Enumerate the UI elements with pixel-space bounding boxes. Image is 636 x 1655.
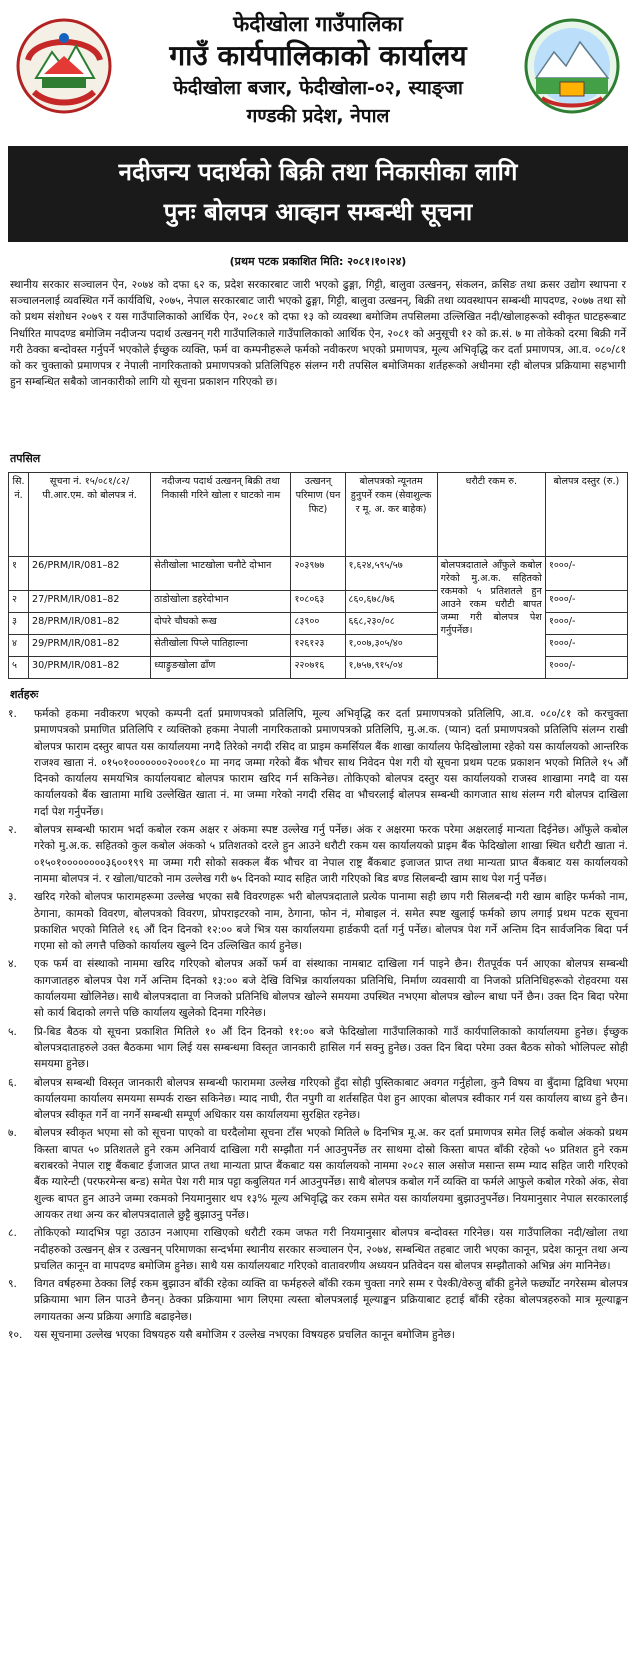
cell-min-amount: १,७५७,९१५/०४ (345, 657, 437, 679)
term-item (8, 1024, 628, 1073)
cell-fee: १०००/- (545, 657, 627, 679)
term-number: ८. (8, 1227, 17, 1240)
term-number: ५. (8, 1025, 17, 1038)
cell-sn: ४ (9, 635, 29, 657)
notice-title-line1: नदीजन्य पदार्थको बिक्री तथा निकासीका लागि (118, 158, 518, 186)
term-text: खरिद गरेको बोलपत्र फारामहरूमा उल्लेख भएका सबै विवरणहरू भरी बोलपत्रदाताले प्रत्येक पानामा सही छाप गरी सिलबन्दी गरी खाम बाहिर फर्मको नाम, ठेगाना, कामको विवरण, बोलपत्रको विवरण, प्रोपराइटरको नाम, ठेगाना, फोन नं, मोबाइल नं. समेत स्पष्ट खुलाई फर्मको छाप लगाई प्रथम पटक सूचना प्रकाशित भएको मितिले १६ औं दिन दिनको १२:०० बजे भित्र यस कार्यालयमा हार्डकपी दर्ता गर्नु पर्नेछ। बोलपत्र पेश गर्ने अन्तिम दिन सार्वजनिक बिदा पर्न गएमा सो को लगत्तै पछिको कार्यालय खुल्ने दिन उल्लिखित कार्य हुनेछ। (34, 891, 628, 953)
term-text: तोकिएको म्यादभित्र पट्टा उठाउन नआएमा राखिएको धरौटी रकम जफत गरी नियमानुसार बोलपत्र बन्दोवस्त गरिनेछ। यस गाउँपालिका नदी/खोला तथा नदीहरुको उत्खनन् क्षेत्र र उत्खनन् परिमाणका सन्दर्भमा स्थानीय सरकार सञ्चालन ऐन, २०७४, सम्बन्धित तहबाट जारी भएका कानून, प्रदेश कानून तथा अन्य प्रचलित कानून वा मापदण्ड बमोजिम हुनेछ। साथै यस कार्यालयबाट गरिएको वातावरणीय अध्ययन प्रतिवेदन यस बोलपत्र सम्झौताको अभिन्न अंग मानिनेछ। (34, 1227, 628, 1272)
cell-min-amount: १,६२४,५९५/५७ (345, 557, 437, 591)
cell-sn: ५ (9, 657, 29, 679)
province-country: गण्डकी प्रदेश, नेपाल (246, 105, 390, 127)
term-item (8, 706, 628, 820)
cell-quantity: १२६१२३ (291, 635, 345, 657)
table-header-row (9, 473, 628, 557)
col-header-sn: सि. नं. (9, 473, 29, 557)
term-item (8, 1276, 628, 1325)
term-item (8, 1225, 628, 1274)
term-text: यस सूचनामा उल्लेख भएका विषयहरु यसै बमोजिम र उल्लेख नभएका विषयहरु प्रचलित कानून बमोजिम हुनेछ। (34, 1328, 455, 1341)
notice-title-line2: पुनः बोलपत्र आव्हान सम्बन्धी सूचना (163, 198, 473, 226)
nepal-emblem-icon (14, 16, 114, 116)
terms-label: शर्तहरुः (10, 688, 39, 701)
cell-bid-no: 26/PRM/IR/081–82 (29, 557, 151, 591)
cell-river: ठाडोखोला डहरेदोभान (151, 591, 291, 613)
term-text: बोलपत्र सम्बन्धी फाराम भर्दा कबोल रकम अक्षर र अंकमा स्पष्ट उल्लेख गर्नु पर्नेछ। अंक र अक्षरमा फरक परेमा अक्षरलाई मान्यता दिईनेछ। आँफुले कबोल गरेको मु.अ.क. सहितको कुल कबोल अंकको ५ प्रतिशतको दरले हुन आउने धरौटी रकम यस कार्यालयको प्राइम बैंक फेदिखोला शाखा स्थित धरौटी खाता नं. ०१५०१००००००००३६००१९९ मा जम्मा गरी सोको सक्कल बैंक भौचर वा नेपाल राष्ट्र बैंकबाट इजाजत प्राप्त तथा मान्यता प्राप्त बैंकबाट यस कार्यालयको नाममा बोलपत्र नं. र खोला/घाटको नाम उल्लेख गरी ७५ दिनको म्याद सहित जारी गरिएको बिड बण्ड सिलबन्दी खाम साथ पेश गर्नु पर्नेछ। (34, 824, 628, 885)
term-item (8, 889, 628, 954)
cell-bid-no: 30/PRM/IR/081–82 (29, 657, 151, 679)
term-number: ६. (8, 1076, 17, 1089)
term-text: बोलपत्र सम्बन्धी विस्तृत जानकारी बोलपत्र सम्बन्धी फाराममा उल्लेख गरिएको हुँदा सोही पुस्तिकाबाट अवगत गर्नुहोला, कुनै विषय वा बुँदामा द्विविधा भएमा कार्यालयमा कार्यालय समयमा सम्पर्क राख्न सकिनेछ। म्याद नाघी, रीत नपुगी वा शर्तसहित पेश हुन आएका बोलपत्र स्वीकार गर्न यस कार्यालय बाध्य हुने छैन। बोलपत्र स्वीकृत गर्ने वा नगर्ने सम्बन्धी सम्पूर्ण अधिकार यस कार्यालयमा सुरक्षित रहनेछ। (34, 1076, 628, 1122)
cell-min-amount: १,००७,३०५/४० (345, 635, 437, 657)
office-header (8, 6, 628, 146)
office-address: फेदीखोला बजार, फेदीखोला-०२, स्याङ्जा (173, 77, 463, 99)
term-item (8, 1075, 628, 1124)
col-header-bid-no: सूचना नं. १५/०८१/८२/ पी.आर.एम. को बोलपत्र नं. (29, 473, 151, 557)
bid-schedule-table (8, 472, 628, 679)
cell-sn: २ (9, 591, 29, 613)
cell-sn: ३ (9, 613, 29, 635)
term-item (8, 956, 628, 1021)
term-item (8, 1125, 628, 1223)
col-header-fee: बोलपत्र दस्तुर (रु.) (545, 473, 627, 557)
term-number: १. (8, 708, 17, 720)
term-number: २. (8, 824, 17, 837)
publish-date: (प्रथम पटक प्रकाशित मिति: २०८१।१०।२४) (229, 255, 407, 268)
municipality-name: फेदीखोला गाउँपालिका (233, 12, 403, 36)
col-header-min-amount: बोलपत्रको न्यूनतम हुनुपर्ने रकम (सेवाशुल्क र मू. अ. कर बाहेक) (345, 473, 437, 557)
cell-min-amount: ८६०,६७८/७६ (345, 591, 437, 613)
cell-fee: १०००/- (545, 557, 627, 591)
cell-river: सेतीखोला भाटखोला चनौटे दोभान (151, 557, 291, 591)
term-number: ३. (8, 891, 17, 904)
col-header-river: नदीजन्य पदार्थ उत्खनन् बिक्री तथा निकासी गरिने खोला र घाटको नाम (151, 473, 291, 557)
cell-bid-no: 28/PRM/IR/081–82 (29, 613, 151, 635)
term-item (8, 822, 628, 887)
term-text: फर्मको हकमा नवीकरण भएको कम्पनी दर्ता प्रमाणपत्रको प्रतिलिपि, मूल्य अभिवृद्धि कर दर्ता प्रमाणपत्रको प्रतिलिपि, आ.व. ०८०/८१ को करचुक्ता प्रमाणपत्रको प्रमाणित प्रतिलिपि र व्यक्तिको हकमा नेपाली नागरिकताको प्रमाणपत्रको प्रतिलिपि, मु.अ.क. (प्यान) दर्ता प्रमाणपत्रको प्रतिलिपि संलग्न राखी बोलपत्र फाराम दस्तुर बापत यस कार्यालयमा नगदै तिरेको नगदी रसिद वा प्राइम कमर्सियल बैंक शाखा कार्यालय फेदिखोलामा रहेको यस कार्यालयको आन्तरिक राजश्व खाता नं. ०१५०१०००००००२०००१८० मा नगद जम्मा गरेको बैंक भौचर साथ निवेदन पेश गरी यो सूचना प्रथम पटक प्रकाशन भएको मितिले १५ औं दिनको कार्यालय समयभित्र कार्यालयबाट बोलपत्र फाराम खरिद गर्न सकिनेछ। तोकिएको बोलपत्र दस्तुर यस कार्यालयको राजस्व शाखामा नगदै वा यस कार्यालयको बैंक खातामा माथि उल्लेखित खाता नं. मा जम्मा गरेको नगदी रसिद वा भौचरलाई बोलपत्र सम्बन्धी कागजात साथ संलग्न गरी बोलपत्र दाखिला गर्दा पेश गर्नुपर्नेछ। (34, 708, 628, 818)
term-text: एक फर्म वा संस्थाको नाममा खरिद गरिएको बोलपत्र अर्को फर्म वा संस्थाका नामबाट दाखिला गर्न पाइने छैन। रीतपूर्वक पर्न आएका बोलपत्र सम्बन्धी कागजातहरु बोलपत्र पेश गर्ने अन्तिम दिनको १३:०० बजे देखि विभिन्न कार्यालयका प्रतिनिधि, निर्माण व्यवसायी वा निजको प्रतिनिधिहरूको रोहवरमा यस कार्यालयमा खोलिनेछ। साथै बोलपत्रदाता वा निजको प्रतिनिधि बोलपत्र खोल्ने समयमा उपस्थित नभएमा बोलपत्र खोल्न बाधा पर्ने छैन। उक्त दिन बिदा परेमा सो कार्य बिदाको लगत्ते पछि कार्यालय खुलेको दिनमा गरिनेछ। (34, 958, 628, 1020)
cell-quantity: १०८०६३ (291, 591, 345, 613)
table-row (9, 557, 628, 591)
cell-river: दोपरे चौघको रूख (151, 613, 291, 635)
cell-quantity: २०३९७७ (291, 557, 345, 591)
cell-quantity: ८३९०० (291, 613, 345, 635)
term-item (8, 1327, 628, 1343)
col-header-quantity: उत्खनन् परिमाण (घन फिट) (291, 473, 345, 557)
office-name: गाउँ कार्यपालिकाको कार्यालय (169, 39, 467, 72)
schedule-label: तपसिल (10, 452, 41, 465)
term-text: विगत वर्षहरुमा ठेक्का लिई रकम बुझाउन बाँकी रहेका व्यक्ति वा फर्महरुले बाँकी रकम चुक्ता नगरे सम्म र पेश्की/वेरुजु बाँकी हुनेले फर्छ्योट नगरेसम्म बोलपत्र प्रक्रियामा भाग लिन पाउने छैनन्। ठेक्का प्रक्रियामा भाग लिएमा त्यस्ता बोलपत्रलाई मूल्याङ्कन प्रक्रियाबाट हटाई बाँकी रहेका बोलपत्रहरुको मात्र मूल्याङ्कन लगायतका अन्य प्रक्रिया अगाडि बढाइनेछ। (34, 1278, 628, 1323)
terms-list (8, 706, 628, 1343)
cell-river: सेतीखोला पिप्ले पातिहाल्ना (151, 635, 291, 657)
cell-fee: १०००/- (545, 613, 627, 635)
col-header-deposit: धरौटी रकम रु. (437, 473, 545, 557)
term-number: १०. (8, 1328, 23, 1341)
term-text: बोलपत्र स्वीकृत भएमा सो को सूचना पाएको वा घरदैलोमा सूचना टाँस भएको मितिले ७ दिनभित्र मू.अ. कर दर्ता प्रमाणपत्र समेत लिई कबोल अंकको प्रथम किस्ता बापत ५० प्रतिशतले हुने रकम अनिवार्य दाखिला गरी सम्झौता गर्न आउनुपर्नेछ तर साथमा दोस्रो किस्ता बापत बाँकी रहेको ५० प्रतिशत हुने रकम बराबरको नेपाल राष्ट्र बैंकबाट ईजाजत प्राप्त तथा मान्यता प्राप्त बैंकबाट यस कार्यालयको नाममा २०८२ साल असोज मसान्त सम्म म्याद सहित जारी गरिएको बैंक ग्यारेन्टी (परफरमेन्स बन्ड) समेत पेश गरी मात्र पट्टा कबुलियत गर्न आउनुपर्नेछ। साथै बोलपत्र कबोल गर्ने व्यक्ति वा फर्मले आफुले कबोल गरेको अंक, सेवा शुल्क बापत हुन आउने जम्मा रकमको नियमानुसार थप १३% मूल्य अभिवृद्धि कर रकम समेत यस कार्यालयमा बुझाउनुपर्नेछ। नियमानुसार नेपाल सरकारलाई आयकर तथा अन्य कर बोलपत्रदाताले छुट्टै बुझाउनु पर्नेछ। (34, 1127, 628, 1221)
notice-title-banner (8, 146, 628, 242)
cell-bid-no: 27/PRM/IR/081–82 (29, 591, 151, 613)
cell-fee: १०००/- (545, 635, 627, 657)
cell-min-amount: ६६८,२३०/०८ (345, 613, 437, 635)
term-text: प्रि-बिड बैठक यो सूचना प्रकाशित मितिले १० औं दिन दिनको ११:०० बजे फेदिखोला गाउँपालिकाको गाउँ कार्यपालिकाको कार्यालयमा हुनेछ। ईच्छुक बोलपत्रदाताहरुले उक्त बैठकमा भाग लिई यस सम्बन्धमा विस्तृत जानकारी हासिल गर्न सक्नु हुनेछ। उक्त दिन बिदा परेमा उक्त बैठक सोको भोलिपल्ट सोही समयमा हुनेछ। (34, 1025, 628, 1071)
cell-deposit: बोलपत्रदाताले आँफुले कबोल गरेको मु.अ.क. सहितको रकमको ५ प्रतिशतले हुन आउने रकम धरौटी बापत जम्मा गरी बोलपत्र पेश गर्नुपर्नेछ। (437, 557, 545, 679)
cell-river: ध्याङ्रुङखोला ढाँण (151, 657, 291, 679)
term-number: ७. (8, 1127, 17, 1140)
cell-bid-no: 29/PRM/IR/081–82 (29, 635, 151, 657)
cell-sn: १ (9, 557, 29, 591)
term-number: ४. (8, 958, 17, 971)
cell-fee: १०००/- (545, 591, 627, 613)
municipality-logo-icon (522, 16, 622, 116)
intro-paragraph: स्थानीय सरकार सञ्चालन ऐन, २०७४ को दफा ६२ क, प्रदेश सरकारबाट जारी भएको ढुङ्गा, गिट्टी, बालुवा उत्खनन्, संकलन, क्रसिङ तथा क्रसर उद्योग स्थापना र सञ्चालनलाई व्यवस्थित गर्ने कार्यविधि, २०७५, नेपाल सरकारबाट जारी भएको ढुङ्गा, गिट्टी, बालुवा उत्खनन्, बिक्री तथा व्यवस्थापन सम्बन्धी मापदण्ड, २०७७ तथा सो को प्रथम संशोधन २०७९ र यस गाउँपालिकाको आर्थिक ऐन, २०८१ को दफा १३ को व्यवस्था बमोजिम तपसिलमा उल्लिखित नदी/खोलाहरूको स्वीकृत घाटहरूबाट निर्धारित मापदण्ड बमोजिम नदीजन्य पदार्थ उत्खनन् गरी गाउँपालिकाले गाउँपालिकाको आर्थिक ऐन, २०८१ को अनुसूची १२ को क्र.सं. ७ मा तोकेको दरमा बिक्री गर्ने गरी ठेक्का बन्दोवस्त गर्नुपर्ने भएकोले ईच्छुक व्यक्ति, फर्म वा कम्पनीहरूले फर्मको नवीकरण भएको प्रमाणपत्र, मूल्य अभिवृद्धि कर दर्ता प्रमाणपत्र, आ.व. ०८०/८१ को कर चुक्ताको प्रमाणपत्र र नेपाली नागरिकताको प्रमाणपत्रको प्रतिलिपिहरु संलग्न गरी तपसिल बमोजिमका शर्तहरूको अधीनमा रही बोलपत्र प्रक्रियामा सहभागी हुन सम्बन्धित सबैको जानकारीको लागि यो सूचना प्रकाशन गरिएको छ। (10, 279, 626, 389)
term-number: ९. (8, 1278, 17, 1291)
cell-quantity: २२०७१६ (291, 657, 345, 679)
